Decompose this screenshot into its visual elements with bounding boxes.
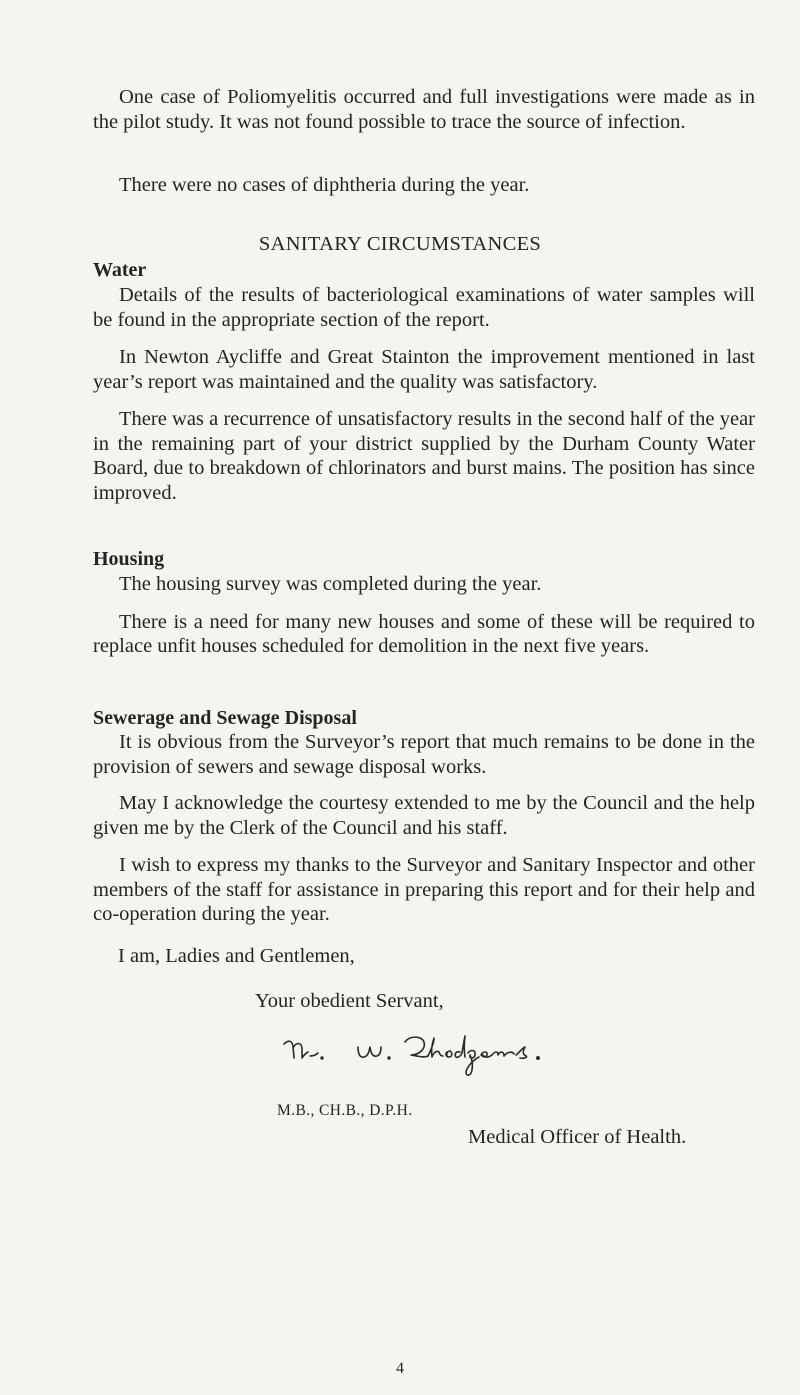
paragraph-sewerage-1: It is obvious from the Surveyor’s report that much remains to be done in the provision of sewers and sewage disposal works. — [93, 731, 755, 778]
qualifications: M.B., CH.B., D.P.H. — [277, 1102, 413, 1119]
sewerage-section — [93, 706, 755, 779]
heading-sewerage: Sewerage and Sewage Disposal — [93, 707, 357, 729]
heading-water: Water — [93, 259, 147, 281]
page-number: 4 — [396, 1360, 404, 1377]
paragraph-thanks-2: I wish to express my thanks to the Surveyor and Sanitary Inspector and other members of the staff for assistance in preparing this report and for their help and co-operation during the year. — [93, 854, 755, 925]
diphtheria-block — [93, 173, 755, 198]
section-title: SANITARY CIRCUMSTANCES — [258, 233, 542, 255]
paragraph-water-2: In Newton Aycliffe and Great Stainton the improvement mentioned in last year’s report was maintained and the quality was satisfactory. — [93, 346, 755, 393]
paragraph-diphtheria: There were no cases of diphtheria during the year. — [119, 174, 530, 196]
paragraph-thanks-1: May I acknowledge the courtesy extended to me by the Council and the help given me by the Clerk of the Council and his staff. — [93, 792, 755, 839]
paragraph-housing-2: There is a need for many new houses and some of these will be required to replace unfit houses scheduled for demolition in the next five years. — [93, 610, 755, 657]
signature — [276, 1030, 616, 1090]
housing-section — [93, 547, 755, 659]
heading-housing: Housing — [93, 548, 165, 570]
paragraph-polio: One case of Poliomyelitis occurred and full investigations were made as in the pilot study. It was not found possible to trace the source of infection. — [93, 86, 755, 133]
water-section — [93, 258, 755, 505]
valediction: Your obedient Servant, — [255, 990, 444, 1012]
officer-title: Medical Officer of Health. — [468, 1126, 687, 1148]
paragraph-water-1: Details of the results of bacteriological examinations of water samples will be found in the appropriate section of the report. — [93, 284, 755, 331]
salutation: I am, Ladies and Gentlemen, — [118, 945, 355, 967]
paragraph-water-3: There was a recurrence of unsatisfactory results in the second half of the year in the remaining part of your district supplied by the Durham County Water Board, due to breakdown of chlorinators and burst mains. The position has since improved. — [93, 408, 755, 504]
paragraph-housing-1: The housing survey was completed during the year. — [119, 573, 542, 595]
handwritten-signature — [276, 1030, 616, 1090]
thanks-block — [93, 791, 755, 927]
polio-block — [93, 85, 755, 134]
